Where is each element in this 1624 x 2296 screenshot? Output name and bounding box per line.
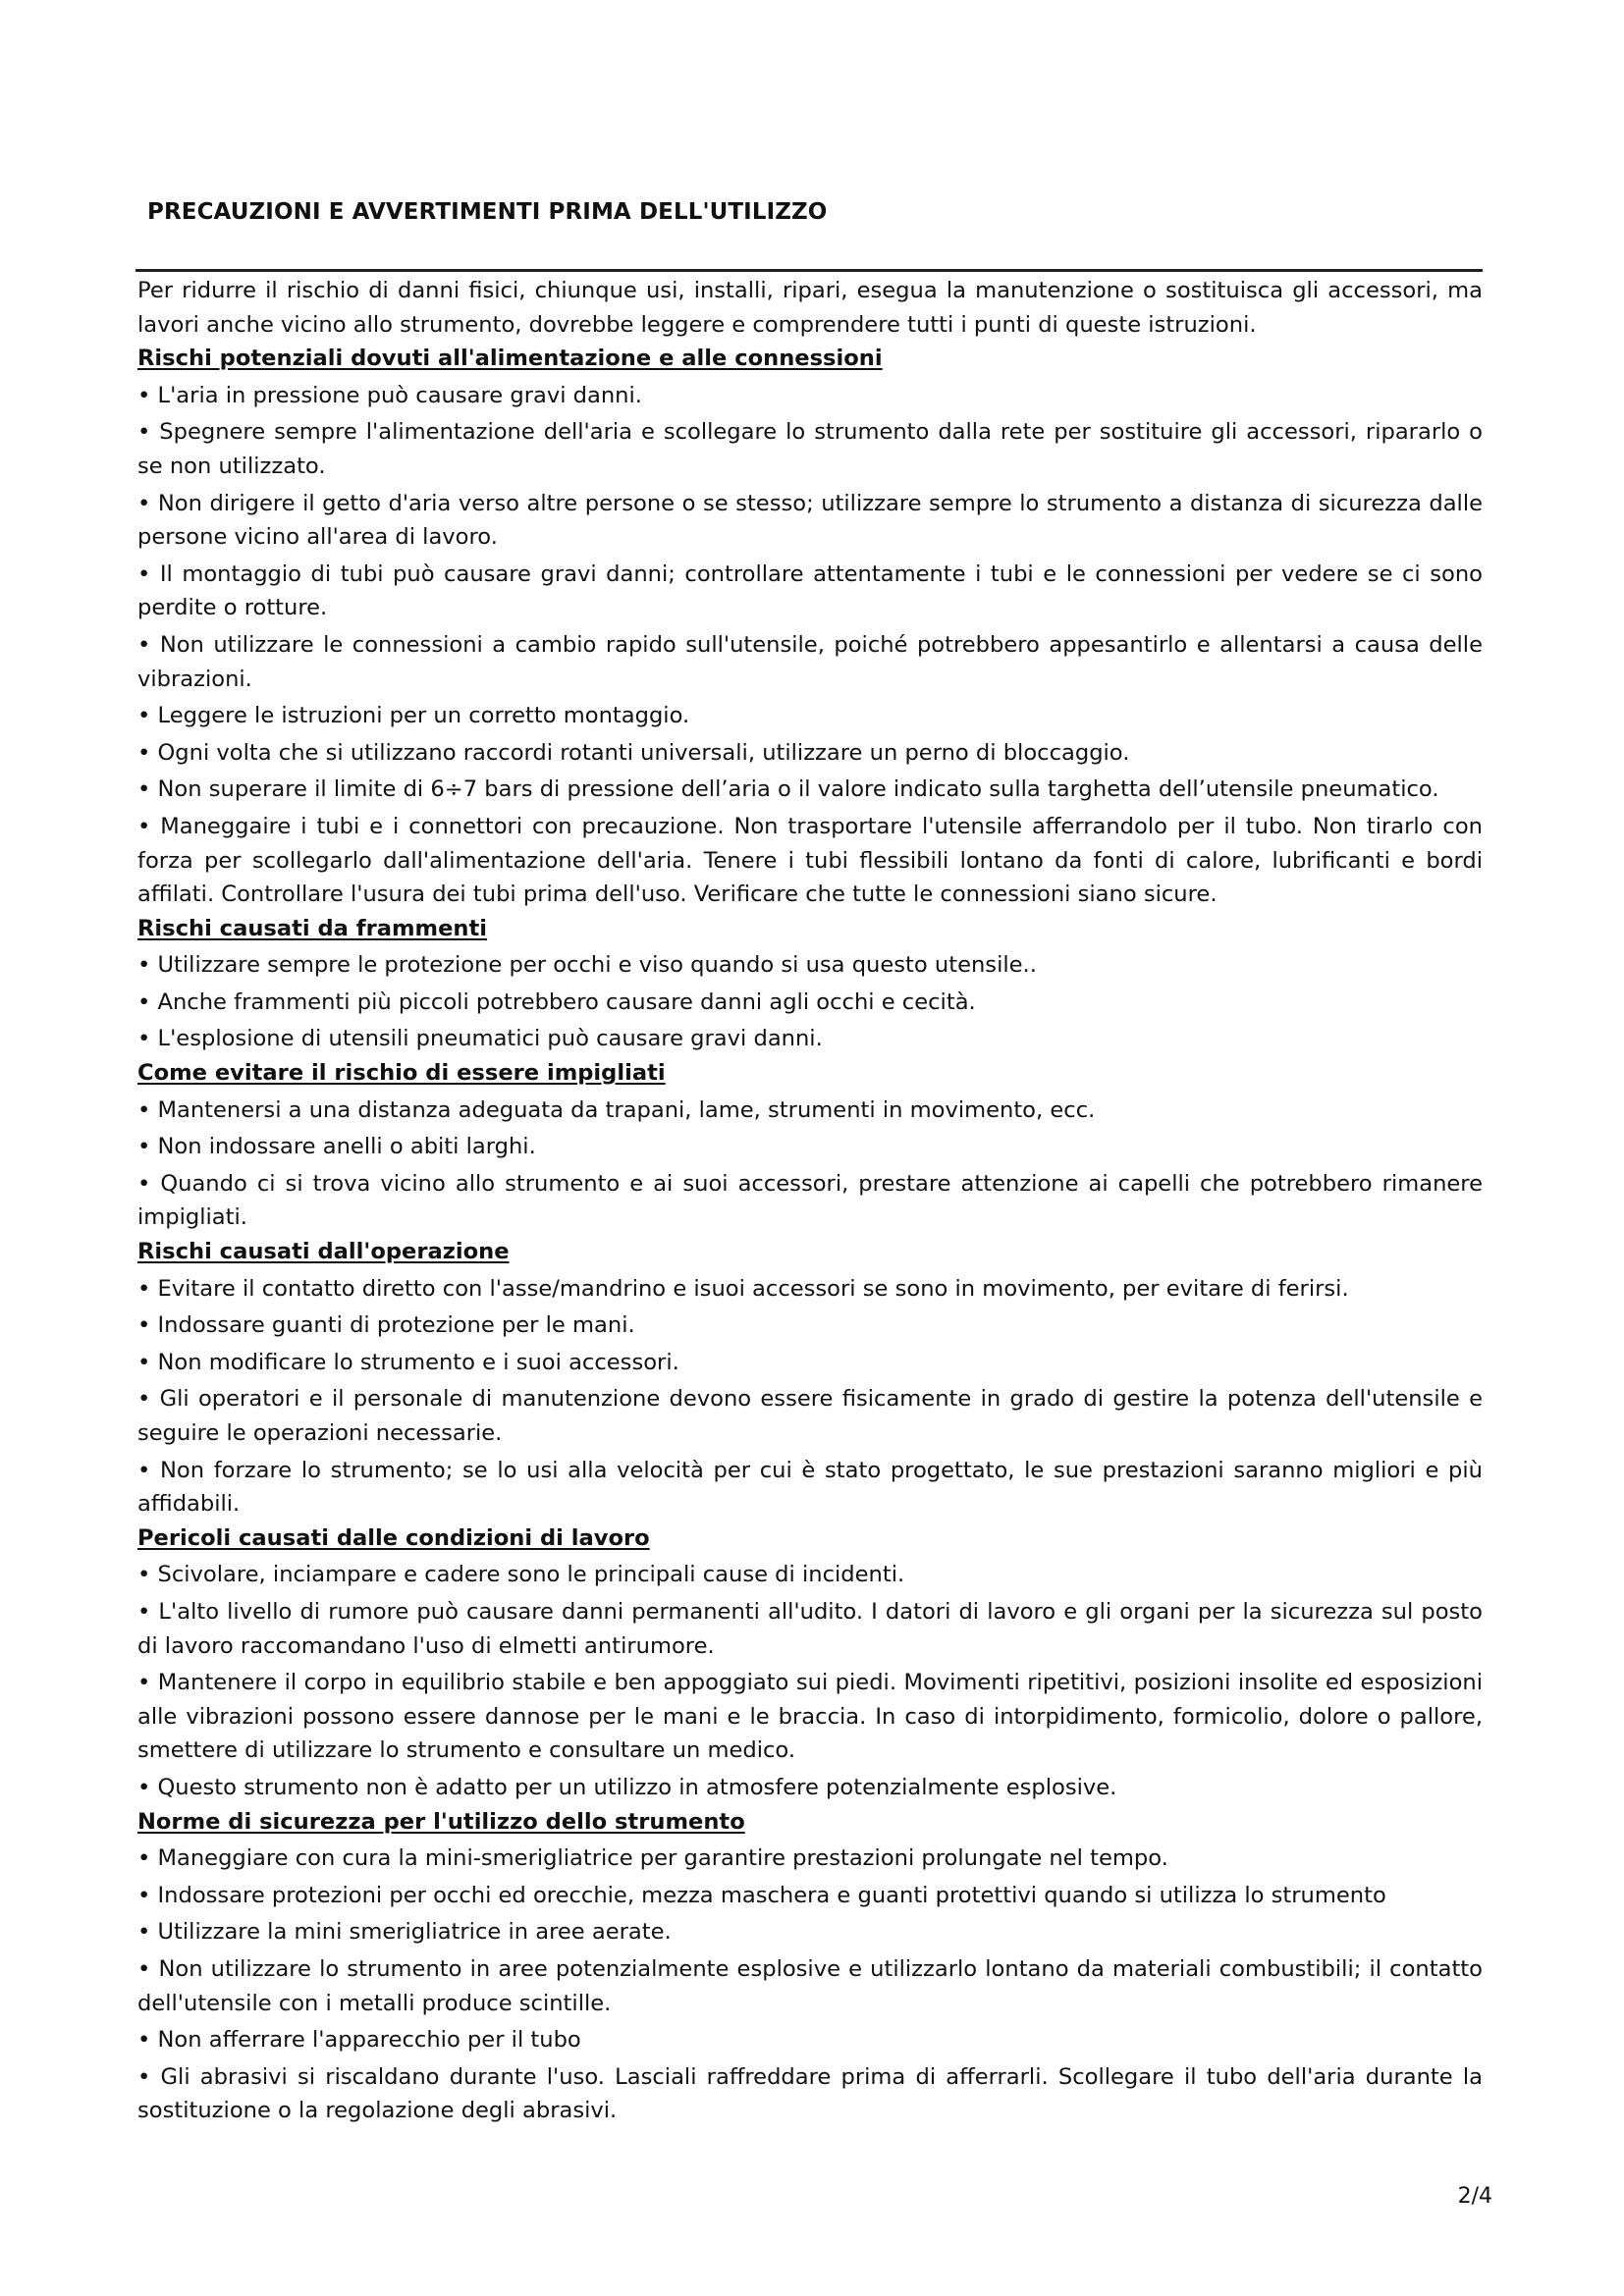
list-item: • Maneggiare con cura la mini-smerigliatrice per garantire prestazioni prolungate nel tempo. (137, 1845, 1168, 1872)
list-item: • L'alto livello di rumore può causare danni permanenti all'udito. I datori di lavoro e gli organi per la sicurezza sul posto di lavoro raccomandano l'uso di elmetti antirumore. (137, 1598, 1483, 1659)
section-heading: Rischi potenziali dovuti all'alimentazione e alle connessioni (137, 346, 883, 372)
list-item: • L'aria in pressione può causare gravi danni. (137, 382, 642, 408)
page-title: PRECAUZIONI E AVVERTIMENTI PRIMA DELL'UTILIZZO (147, 199, 828, 225)
list-item: • Non utilizzare le connessioni a cambio rapido sull'utensile, poiché potrebbero appesantirlo e allentarsi a causa delle vibrazioni. (137, 631, 1483, 692)
list-item: • Spegnere sempre l'alimentazione dell'aria e scollegare lo strumento dalla rete per sostituire gli accessori, ripararlo o se non utilizzato. (137, 419, 1483, 479)
list-item: • Maneggaire i tubi e i connettori con precauzione. Non trasportare l'utensile afferrandolo per il tubo. Non tirarlo con forza per scollegarlo dall'alimentazione dell'aria. Tenere i tubi flessibili lontano da fonti di calore, lubrificanti e bordi affilati. Controllare l'usura dei tubi prima dell'uso. Verificare che tutte le connessioni siano sicure. (137, 813, 1483, 908)
intro-paragraph: Per ridurre il rischio di danni fisici, chiunque usi, installi, ripari, esegua la manutenzione o sostituisca gli accessori, ma lavori anche vicino allo strumento, dovrebbe leggere e comprendere tutti i punti di queste istruzioni. (137, 278, 1483, 338)
list-item: • Non afferrare l'apparecchio per il tubo (137, 2027, 581, 2054)
list-item: • Mantenere il corpo in equilibrio stabile e ben appoggiato sui piedi. Movimenti ripetitivi, posizioni insolite ed esposizioni alle vibrazioni possono essere dannose per le mani e le braccia. In caso di intorpidimento, formicolio, dolore o pallore, smettere di utilizzare lo strumento e consultare un medico. (137, 1670, 1483, 1764)
list-item: • Indossare protezioni per occhi ed orecchie, mezza maschera e guanti protettivi quando si utilizza lo strumento (137, 1882, 1386, 1908)
section-heading: Norme di sicurezza per l'utilizzo dello strumento (137, 1808, 745, 1835)
section-heading: Rischi causati dall'operazione (137, 1239, 510, 1265)
section-heading: Rischi causati da frammenti (137, 915, 488, 941)
document-body (137, 274, 1483, 2128)
list-item: • Quando ci si trova vicino allo strumento e ai suoi accessori, prestare attenzione ai capelli che potrebbero rimanere impigliati. (137, 1170, 1483, 1231)
list-item: • Mantenersi a una distanza adeguata da trapani, lame, strumenti in movimento, ecc. (137, 1096, 1096, 1123)
list-item: • Non indossare anelli o abiti larghi. (137, 1134, 536, 1160)
list-item: • L'esplosione di utensili pneumatici può causare gravi danni. (137, 1026, 823, 1052)
list-item: • Il montaggio di tubi può causare gravi danni; controllare attentamente i tubi e le connessioni per vedere se ci sono perdite o rotture. (137, 561, 1483, 621)
list-item: • Utilizzare sempre le protezione per occhi e viso quando si usa questo utensile.. (137, 952, 1037, 979)
section-heading: Come evitare il rischio di essere impigliati (137, 1060, 666, 1087)
list-item: • Utilizzare la mini smerigliatrice in aree aerate. (137, 1919, 672, 1946)
list-item: • Indossare guanti di protezione per le mani. (137, 1312, 635, 1339)
list-item: • Evitare il contatto diretto con l'asse/mandrino e isuoi accessori se sono in movimento, per evitare di ferirsi. (137, 1275, 1349, 1302)
page-number: 2/4 (1457, 2184, 1492, 2209)
list-item: • Leggere le istruzioni per un corretto montaggio. (137, 703, 690, 729)
list-item: • Gli abrasivi si riscaldano durante l'uso. Lasciali raffreddare prima di afferrarli. Scollegare il tubo dell'aria durante la sostituzione o la regolazione degli abrasivi. (137, 2063, 1483, 2124)
list-item: • Scivolare, inciampare e cadere sono le principali cause di incidenti. (137, 1562, 905, 1588)
list-item: • Non superare il limite di 6÷7 bars di pressione dell’aria o il valore indicato sulla targhetta dell’utensile pneumatico. (137, 776, 1439, 803)
list-item: • Non dirigere il getto d'aria verso altre persone o se stesso; utilizzare sempre lo strumento a distanza di sicurezza dalle persone vicino all'area di lavoro. (137, 490, 1483, 551)
list-item: • Gli operatori e il personale di manutenzione devono essere fisicamente in grado di gestire la potenza dell'utensile e seguire le operazioni necessarie. (137, 1386, 1483, 1446)
list-item: • Anche frammenti più piccoli potrebbero causare danni agli occhi e cecità. (137, 988, 976, 1015)
list-item: • Ogni volta che si utilizzano raccordi rotanti universali, utilizzare un perno di bloccaggio. (137, 739, 1130, 766)
list-item: • Non utilizzare lo strumento in aree potenzialmente esplosive e utilizzarlo lontano da materiali combustibili; il contatto dell'utensile con i metalli produce scintille. (137, 1955, 1483, 2016)
list-item: • Non forzare lo strumento; se lo usi alla velocità per cui è stato progettato, le sue prestazioni saranno migliori e più affidabili. (137, 1457, 1483, 1518)
list-item: • Questo strumento non è adatto per un utilizzo in atmosfere potenzialmente esplosive. (137, 1774, 1117, 1800)
section-heading: Pericoli causati dalle condizioni di lavoro (137, 1524, 650, 1551)
list-item: • Non modificare lo strumento e i suoi accessori. (137, 1349, 679, 1375)
title-divider (135, 269, 1483, 272)
